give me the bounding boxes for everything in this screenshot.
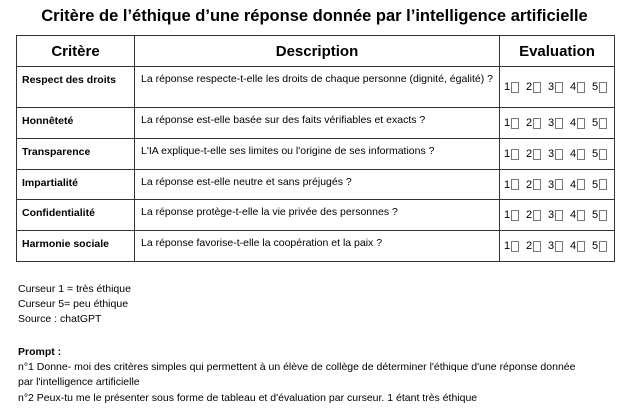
evaluation-scale-cell xyxy=(500,200,615,231)
scale-number: 3 xyxy=(548,117,555,129)
criterion-description: La réponse est-elle neutre et sans préjugés ? xyxy=(135,170,500,200)
table-row xyxy=(17,200,615,231)
criterion-name: Honnêteté xyxy=(17,108,135,139)
scale-checkbox-3[interactable] xyxy=(555,149,563,160)
scale-checkbox-4[interactable] xyxy=(577,149,585,160)
scale-checkbox-4[interactable] xyxy=(577,179,585,190)
criteria-table xyxy=(16,35,615,262)
legend-source: Source : chatGPT xyxy=(18,313,102,325)
scale-checkbox-2[interactable] xyxy=(533,179,541,190)
scale-checkbox-1[interactable] xyxy=(511,118,519,129)
table-row xyxy=(17,139,615,170)
scale-number: 4 xyxy=(570,81,577,93)
table-row xyxy=(17,108,615,139)
scale-checkbox-2[interactable] xyxy=(533,118,541,129)
scale-number: 3 xyxy=(548,178,555,191)
table-header-row xyxy=(17,36,615,67)
evaluation-scale-cell xyxy=(500,67,615,108)
scale-number: 5 xyxy=(592,117,599,129)
scale-number: 3 xyxy=(548,209,555,221)
scale-checkbox-1[interactable] xyxy=(511,179,519,190)
prompt-heading: Prompt : xyxy=(18,346,62,358)
scale-checkbox-1[interactable] xyxy=(511,210,519,221)
scale-checkbox-2[interactable] xyxy=(533,149,541,160)
prompt-line-3: n°2 Peux-tu me le présenter sous forme de tableau et d'évaluation par curseur. 1 étant très éthique xyxy=(18,392,478,404)
evaluation-scale-cell xyxy=(500,231,615,262)
scale-checkbox-2[interactable] xyxy=(533,241,541,252)
table-row xyxy=(17,170,615,200)
evaluation-scale xyxy=(504,116,614,130)
scale-number: 2 xyxy=(526,148,533,160)
scale-checkbox-3[interactable] xyxy=(555,210,563,221)
scale-checkbox-3[interactable] xyxy=(555,241,563,252)
evaluation-scale xyxy=(504,178,614,192)
scale-number: 3 xyxy=(548,148,555,160)
scale-number: 1 xyxy=(504,148,511,160)
scale-checkbox-4[interactable] xyxy=(577,210,585,221)
scale-number: 2 xyxy=(526,240,533,252)
criterion-description: La réponse est-elle basée sur des faits vérifiables et exacts ? xyxy=(135,108,500,139)
scale-checkbox-3[interactable] xyxy=(555,179,563,190)
scale-checkbox-5[interactable] xyxy=(599,82,607,93)
scale-number: 4 xyxy=(570,148,577,160)
criterion-description: L'IA explique-t-elle ses limites ou l'origine de ses informations ? xyxy=(135,139,500,170)
scale-number: 4 xyxy=(570,117,577,129)
criterion-name: Confidentialité xyxy=(17,200,135,231)
scale-number: 5 xyxy=(592,178,599,191)
criterion-name: Transparence xyxy=(17,139,135,170)
criterion-description: La réponse respecte-t-elle les droits de chaque personne (dignité, égalité) ? xyxy=(135,67,500,108)
scale-number: 1 xyxy=(504,240,511,252)
scale-checkbox-4[interactable] xyxy=(577,82,585,93)
header-evaluation: Evaluation xyxy=(500,36,615,67)
table-row xyxy=(17,231,615,262)
scale-number: 3 xyxy=(548,81,555,93)
scale-checkbox-5[interactable] xyxy=(599,118,607,129)
table-row xyxy=(17,67,615,108)
scale-number: 5 xyxy=(592,209,599,221)
scale-checkbox-5[interactable] xyxy=(599,241,607,252)
criterion-name: Impartialité xyxy=(17,170,135,200)
scale-number: 2 xyxy=(526,178,533,191)
legend-line-2: Curseur 5= peu éthique xyxy=(18,298,129,310)
scale-checkbox-1[interactable] xyxy=(511,82,519,93)
scale-number: 4 xyxy=(570,178,577,191)
evaluation-scale xyxy=(504,208,614,222)
scale-number: 5 xyxy=(592,240,599,252)
evaluation-scale xyxy=(504,239,614,253)
scale-checkbox-1[interactable] xyxy=(511,149,519,160)
criterion-description: La réponse protège-t-elle la vie privée des personnes ? xyxy=(135,200,500,231)
scale-number: 4 xyxy=(570,209,577,221)
scale-checkbox-3[interactable] xyxy=(555,82,563,93)
criterion-name: Harmonie sociale xyxy=(17,231,135,262)
scale-number: 3 xyxy=(548,240,555,252)
evaluation-scale xyxy=(504,147,614,161)
scale-number: 1 xyxy=(504,117,511,129)
scale-number: 1 xyxy=(504,81,511,93)
header-description: Description xyxy=(135,36,500,67)
scale-checkbox-4[interactable] xyxy=(577,118,585,129)
evaluation-scale-cell xyxy=(500,170,615,200)
scale-number: 2 xyxy=(526,209,533,221)
scale-checkbox-2[interactable] xyxy=(533,82,541,93)
criterion-description: La réponse favorise-t-elle la coopération et la paix ? xyxy=(135,231,500,262)
prompt-line-1: n°1 Donne- moi des critères simples qui permettent à un élève de collège de déterminer l'éthique d'une réponse donnée xyxy=(18,361,576,373)
scale-number: 4 xyxy=(570,240,577,252)
prompt-line-2: par l'intelligence artificielle xyxy=(18,376,140,388)
legend-line-1: Curseur 1 = très éthique xyxy=(18,283,131,295)
evaluation-scale-cell xyxy=(500,108,615,139)
scale-number: 2 xyxy=(526,81,533,93)
scale-checkbox-5[interactable] xyxy=(599,149,607,160)
evaluation-scale-cell xyxy=(500,139,615,170)
scale-checkbox-5[interactable] xyxy=(599,210,607,221)
evaluation-scale xyxy=(504,80,614,94)
scale-checkbox-5[interactable] xyxy=(599,179,607,190)
scale-number: 5 xyxy=(592,148,599,160)
scale-checkbox-4[interactable] xyxy=(577,241,585,252)
scale-number: 2 xyxy=(526,117,533,129)
page-title: Critère de l’éthique d’une réponse donnée par l’intelligence artificielle xyxy=(41,7,588,25)
scale-number: 1 xyxy=(504,178,511,191)
header-criterion: Critère xyxy=(17,36,135,67)
scale-checkbox-3[interactable] xyxy=(555,118,563,129)
scale-checkbox-1[interactable] xyxy=(511,241,519,252)
scale-checkbox-2[interactable] xyxy=(533,210,541,221)
scale-number: 1 xyxy=(504,209,511,221)
scale-number: 5 xyxy=(592,81,599,93)
criterion-name: Respect des droits xyxy=(17,67,135,108)
